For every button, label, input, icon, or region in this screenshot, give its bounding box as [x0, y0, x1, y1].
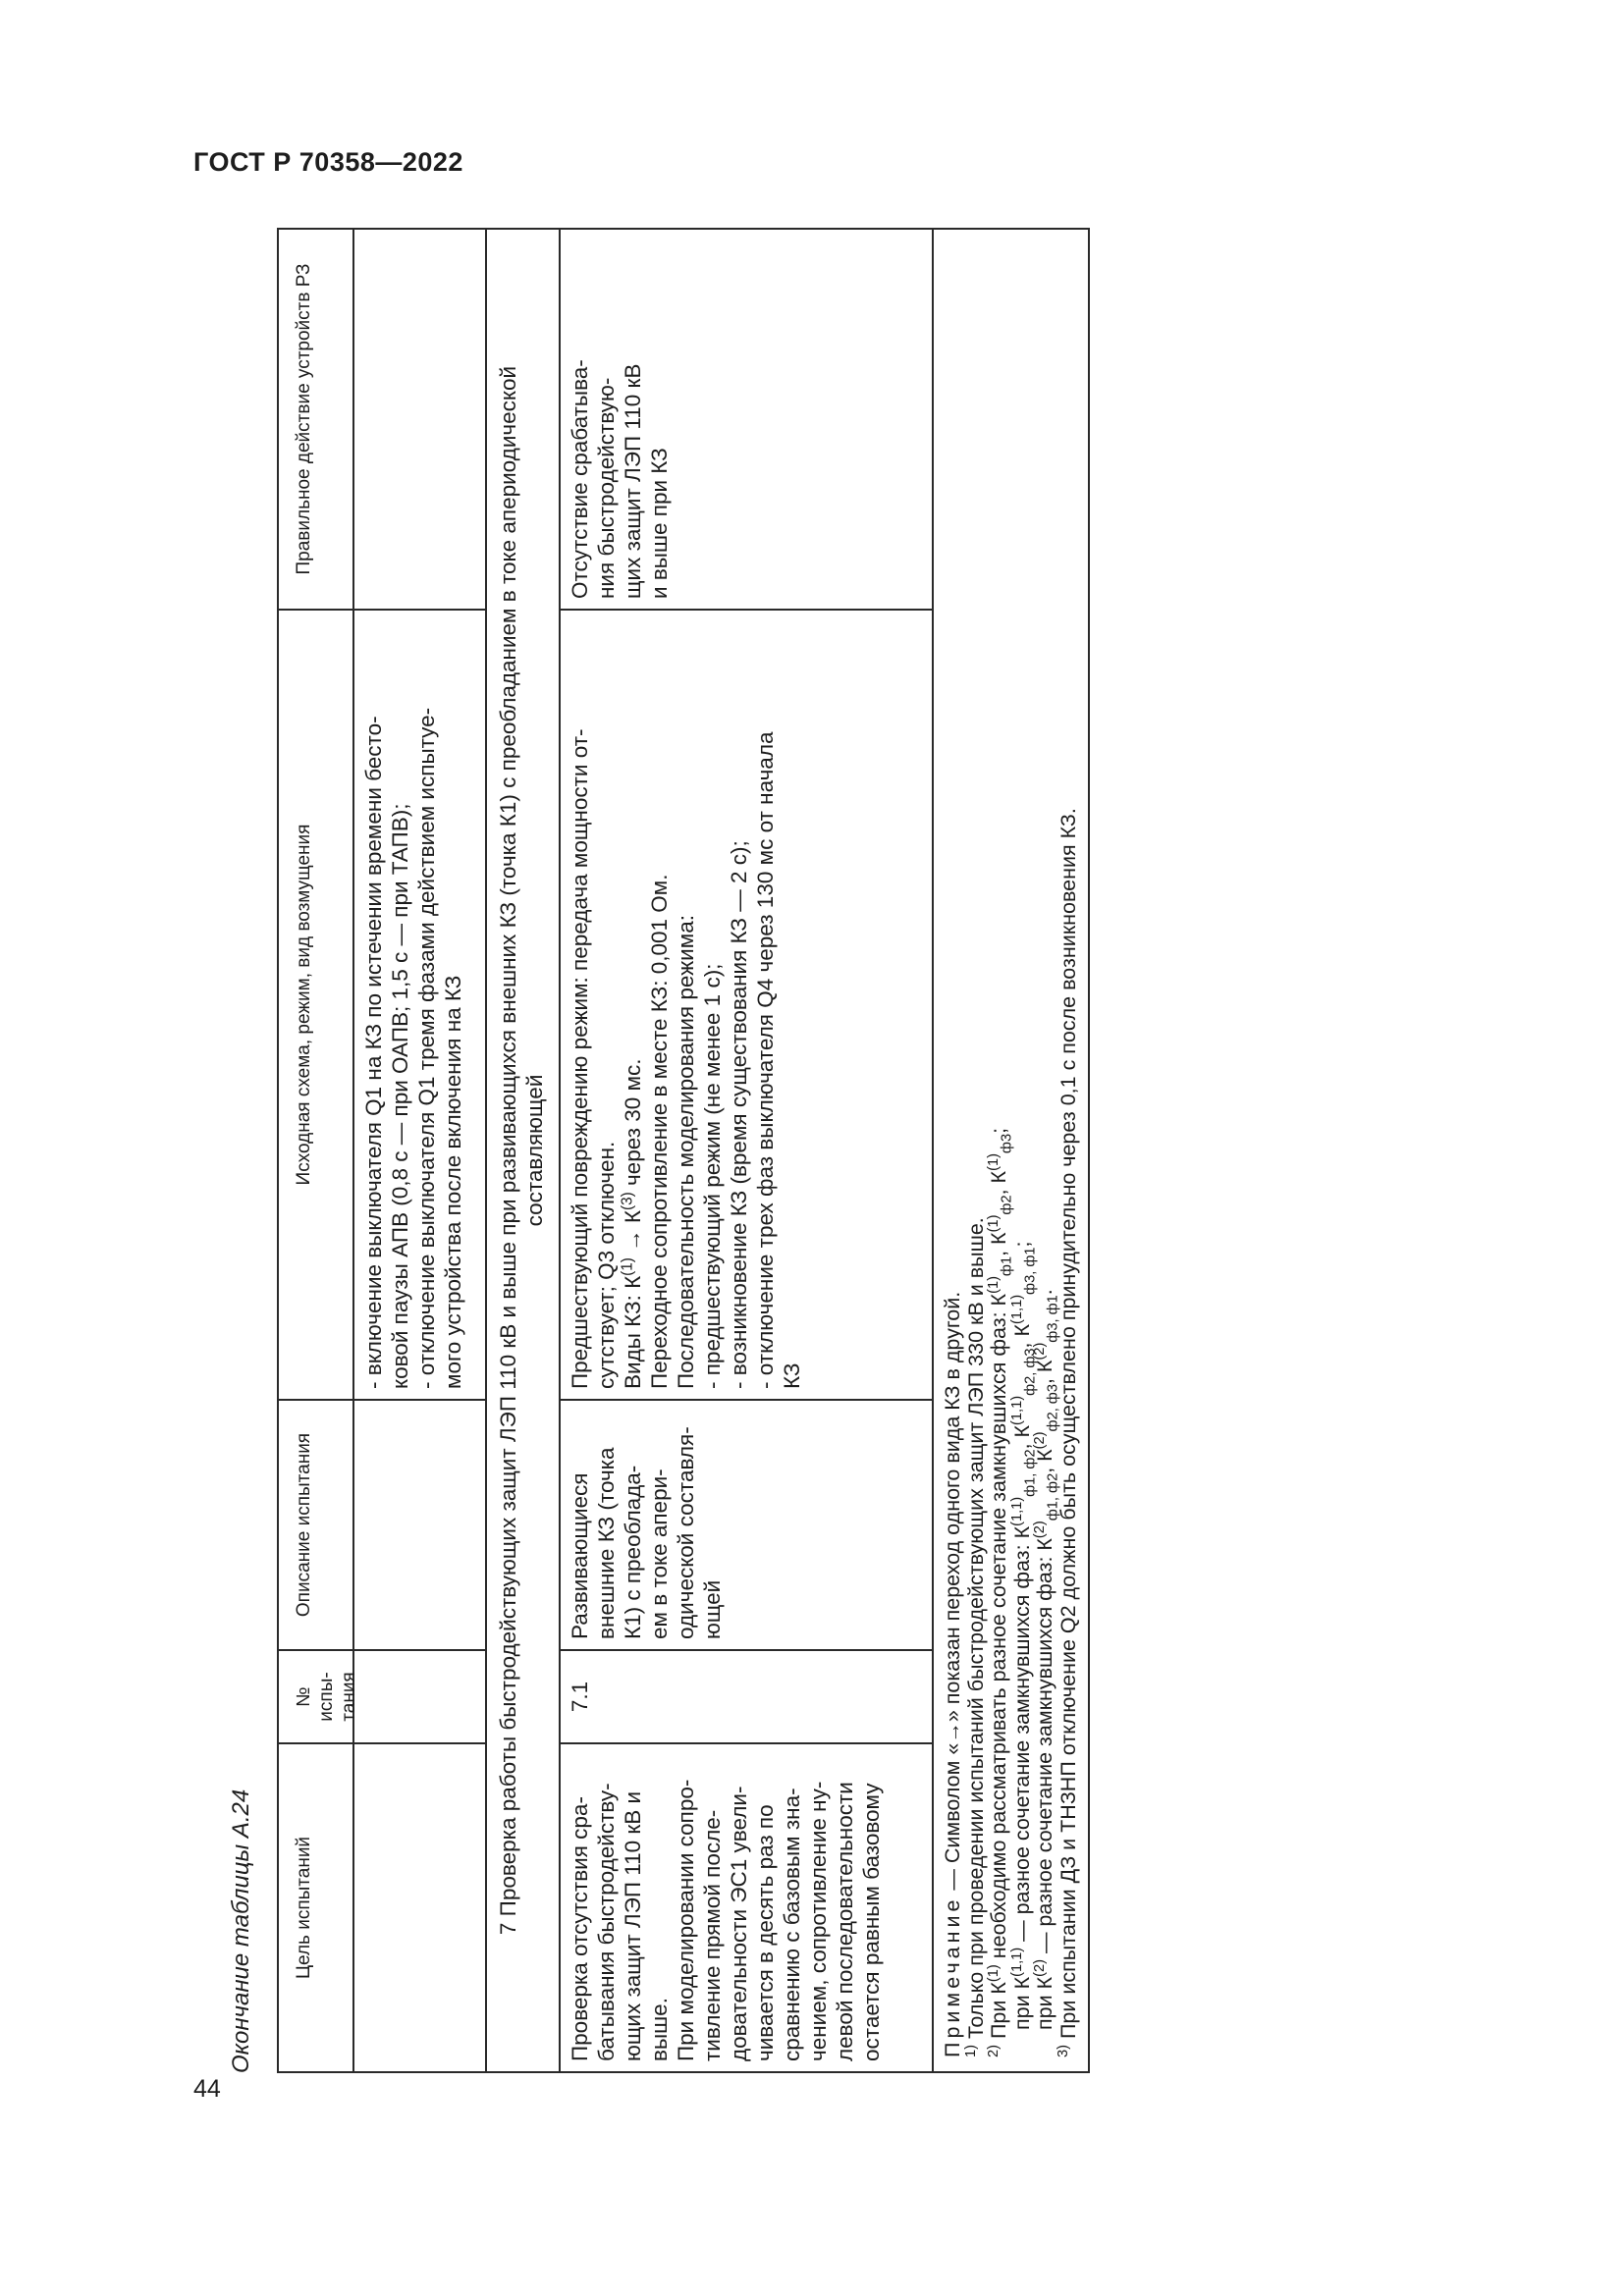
goal-line: остается равным базовому [859, 1783, 884, 2061]
description-line: одической составля- [674, 1426, 698, 1639]
col-header-scheme: Исходная схема, режим, вид возмущения [279, 609, 352, 1399]
cont-scheme-cell [352, 609, 485, 1399]
section-title [485, 230, 559, 2071]
note-3-mark: 3) [1055, 2045, 1071, 2057]
notes-row [932, 230, 1088, 2071]
section-title-line: составляющей [522, 1074, 547, 1227]
note-label: Примечание [941, 1896, 964, 2057]
note-2-phase: ф3 [999, 1133, 1015, 1154]
table-row-7-1 [559, 230, 934, 2071]
description-cell [559, 1399, 932, 1649]
cont-number-cell [352, 1649, 485, 1742]
section-title-row [485, 230, 561, 2071]
note-2-kk-phase: ф3, ф1 [1021, 1247, 1038, 1295]
col-header-number [279, 1649, 359, 1742]
action-line: щих защит ЛЭП 110 кВ [621, 363, 645, 599]
note-2-mid: необходимо рассматривать разное сочетание замкнувшихся фаз: К [987, 1293, 1010, 1965]
goal-line: При моделировании сопро- [674, 1779, 698, 2061]
note-1 [962, 243, 989, 2057]
goal-line: ющих защит ЛЭП 110 кВ и [621, 1790, 645, 2061]
note-2-sup: (1) [985, 1214, 1001, 1233]
goal-line: чивается в десять раз по [753, 1804, 778, 2061]
goal-line: выше. [647, 1998, 672, 2061]
page-number: 44 [193, 2075, 221, 2103]
note-2-text: При К [987, 1982, 1010, 2045]
goal-cell [559, 1742, 932, 2071]
scheme-line: КЗ [780, 1362, 804, 1389]
note-2-k2-phase: ф2, ф3 [1045, 1384, 1061, 1432]
document-header: ГОСТ Р 70358—2022 [193, 147, 463, 177]
table-caption: Окончание таблицы А.24 [228, 1789, 254, 2073]
note-2-sup: (1) [985, 1964, 1001, 1983]
note-2-kk: при К$^{(1,1)}$ — разное сочетание замкнувшихся фаз: К$^{(1,1)}_{ф1, ф2}$, К$^{(1,1)}_{ф2, ф3}$, К$^{(1,1)}_{ф3, ф1}$; [1008, 1241, 1038, 2030]
note-2-k2-phase: ф1, ф2 [1045, 1472, 1061, 1522]
fault-type-sup: (3) [619, 1192, 636, 1210]
goal-line: тивление прямой после- [700, 1809, 725, 2061]
description-line: К1) с преоблада- [621, 1465, 645, 1639]
note-2-k2-sup: (2) [1031, 1521, 1048, 1539]
col-header-action: Правильное действие устройств РЗ [294, 263, 314, 575]
note-2-kk-sup: (1,1) [1008, 1395, 1025, 1425]
note-intro [942, 243, 965, 2057]
action-cell [559, 230, 932, 609]
cont-action-cell [352, 230, 485, 609]
goal-line: левой последовательности [833, 1782, 857, 2061]
cont-description-cell [352, 1399, 485, 1649]
cont-scheme-line: - включение выключателя Q1 на КЗ по истечении времени бесто- [361, 716, 386, 1389]
scheme-line: Переходное сопротивление в месте КЗ: 0,001 Ом. [647, 874, 672, 1389]
note-2-kk-phase: ф2, ф3 [1021, 1348, 1038, 1396]
table [277, 228, 1090, 2073]
note-1-mark: 1) [962, 2045, 979, 2057]
note-2-mark: 2) [985, 2045, 1001, 2057]
action-line: ния быстродействую- [594, 377, 619, 599]
note-3-text: При испытании ДЗ и ТНЗНП отключение Q2 должно быть осуществлено принудительно через 0,1 с после возникновения КЗ. [1056, 808, 1080, 2045]
fault-type-sup: (1) [619, 1257, 636, 1276]
note-2-k2-mid: — разное сочетание замкнувшихся фаз: К [1033, 1538, 1056, 1960]
description-line: ющей [700, 1579, 725, 1639]
scheme-line: - отключение трех фаз выключателя Q4 через 130 мс от начала [753, 731, 778, 1389]
cont-scheme-line: ковой паузы АПВ (0,8 с — при ОАПВ; 1,5 с — при ТАПВ); [388, 803, 412, 1389]
note-2-k2-sup: (2) [1031, 1431, 1048, 1450]
scheme-cell [559, 609, 932, 1399]
note-2-kk-sup: (1,1) [1008, 1294, 1025, 1324]
fault-types-arrow: → К [621, 1210, 645, 1258]
scheme-fault-types [620, 620, 646, 1389]
note-2: $^{2)}$ При $К^{(1)}$ необходимо рассматривать разное сочетание замкнувшихся фаз: $К^{(1)}_{ф1}$, $К^{(1)}_{ф2}$, $К^{(1)}_{ф3}$; [985, 1127, 1015, 2057]
action-line: и выше при КЗ [647, 448, 672, 599]
scheme-line: сутствует; Q3 отключен. [594, 1141, 619, 1389]
note-2-k2-phase: ф3, ф1 [1045, 1295, 1061, 1343]
goal-line: Проверка отсутствия сра- [568, 1796, 592, 2061]
note-3 [1057, 243, 1081, 2057]
note-2-k2-sup: (2) [1031, 1959, 1048, 1977]
scheme-line: - предшествующий режим (не менее 1 с); [700, 963, 725, 1389]
fault-types-suffix: через 30 мс. [621, 1058, 645, 1193]
col-header-number-text: № испы-тания [294, 1672, 359, 1722]
notes [932, 230, 1088, 2071]
cont-scheme-line: - отключение выключателя Q1 тремя фазами действием испытуе- [414, 707, 439, 1389]
note-2-kk-sup: (1,1) [1008, 1947, 1025, 1977]
note-2-phase: ф1 [999, 1255, 1015, 1277]
section-title-line: 7 Проверка работы быстродействующих защит ЛЭП 110 кВ и выше при развивающихся внешних КЗ (точка К1) с преобладанием в токе апериодической [496, 365, 520, 1936]
note-2-kk-prefix: при К [1009, 1976, 1034, 2030]
goal-line: довательности ЭС1 увели- [727, 1786, 751, 2061]
rotated-table-area [228, 228, 1092, 2073]
description-line: внешние КЗ (точка [594, 1447, 619, 1639]
table-header-row [279, 230, 359, 2071]
description-line: ем в токе апери- [647, 1468, 672, 1639]
cont-goal-cell [352, 1742, 485, 2071]
note-2-phase: ф2 [999, 1195, 1015, 1215]
note-2-k2: при $К^{(2)}$ — разное сочетание замкнувшихся фаз: $К^{(2)}_{ф1, ф2}$, $К^{(2)}_{ф2, ф3}$, $К^{(2)}_{ф3, ф1}$. [1031, 1289, 1061, 2030]
note-2-k2-sup: (2) [1031, 1342, 1048, 1361]
test-number: 7.1 [568, 1681, 592, 1713]
scheme-line: Последовательность моделирования режима: [674, 915, 698, 1389]
cont-scheme-line: мого устройства после включения на КЗ [441, 975, 465, 1389]
note-2-kk-mid: — разное сочетание замкнувшихся фаз: К [1009, 1525, 1034, 1948]
scheme-line: - возникновение КЗ (время существования КЗ — 2 с); [727, 840, 751, 1389]
action-line: Отсутствие срабатыва- [568, 359, 592, 599]
col-header-goal: Цель испытаний [279, 1742, 352, 2071]
note-2-k2-prefix: при К [1033, 1976, 1056, 2030]
note-2-sup: (1) [985, 1276, 1001, 1294]
test-number-cell [559, 1649, 932, 1742]
description-line: Развивающиеся [568, 1472, 592, 1639]
table-row-continuation [352, 230, 487, 2071]
goal-line: чением, сопротивление ну- [806, 1781, 831, 2061]
col-header-description: Описание испытания [279, 1399, 352, 1649]
note-2-kk-phase: ф1, ф2 [1021, 1449, 1038, 1497]
note-1-text: Только при проведении испытаний быстродействующих защит ЛЭП 330 кВ и выше. [963, 1217, 988, 2045]
note-2-kk-sup: (1,1) [1008, 1496, 1025, 1526]
note-intro-text: — Символом «→» показан переход одного вида КЗ в другой. [941, 1291, 964, 1896]
fault-types-prefix: Виды КЗ: К [621, 1275, 645, 1389]
goal-line: батывания быстродейству- [594, 1783, 619, 2061]
scheme-line: Предшествующий повреждению режим: передача мощности от- [568, 728, 592, 1389]
note-2-sup: (1) [985, 1153, 1001, 1171]
goal-line: сравнению с базовым зна- [780, 1788, 804, 2061]
